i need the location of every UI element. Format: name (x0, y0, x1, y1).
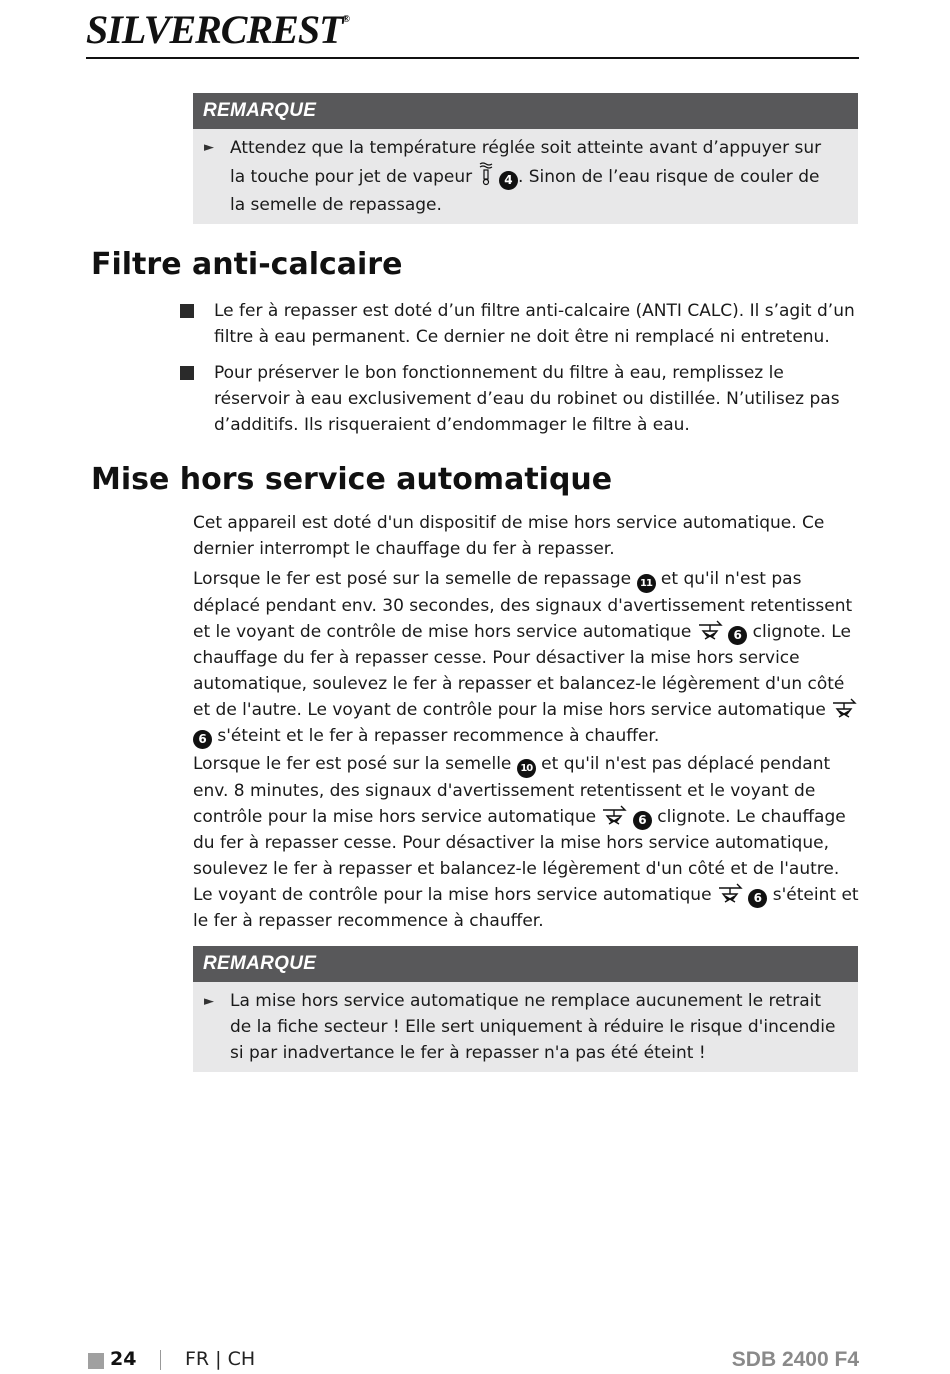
note-box-auto-off (193, 946, 858, 1072)
bullet-item (180, 298, 860, 350)
text: Lorsque le fer est posé sur la semelle (193, 754, 517, 774)
text: s'éteint et le fer à repasser recommence à chauffer. (212, 726, 660, 746)
ref-number: 11 (637, 574, 656, 593)
square-bullet-icon (180, 304, 194, 318)
header-rule (86, 57, 859, 59)
steam-jet-icon (478, 162, 494, 186)
ref-number: 4 (499, 171, 518, 190)
footer-separator (160, 1350, 161, 1370)
note-title: REMARQUE (193, 93, 858, 129)
auto-off-indicator-icon (717, 882, 743, 904)
bullet-text: Pour préserver le bon fonctionnement du filtre à eau, remplissez le réservoir à eau exclusivement d’eau du robinet ou distillée. N’utilisez pas d’additifs. Ils risqueraient d’endommager le filtre à eau. (214, 363, 840, 435)
note-box-steam (193, 93, 858, 224)
square-bullet-icon (180, 366, 194, 380)
brand-name: SILVERCREST (86, 7, 343, 52)
note-title: REMARQUE (193, 946, 858, 982)
note-text: La mise hors service automatique ne remplace aucunement le retrait de la fiche secteur ! Elle sert uniquement à réduire le risque d'incendie si par inadvertance le fer à repasser n'a pas été éteint ! (230, 991, 836, 1063)
paragraph-intro: Cet appareil est doté d'un dispositif de mise hors service automatique. Ce dernier interrompt le chauffage du fer à repasser. (193, 513, 825, 559)
auto-off-indicator-icon (831, 697, 857, 719)
text: s'éteint et le fer à repasser recommence à chauffer. (193, 885, 859, 931)
text: clignote. Le chauffage du fer à repasser cesse. Pour désactiver la mise hors service automatique, soulevez le fer à repasser et balancez-le légèrement d'un côté et de l'autre. Le voyant de contrôle pour la mise hors service automatique (193, 807, 846, 905)
text: et qu'il n'est pas déplacé pendant env. 8 minutes, des signaux d'avertissement retentissent et le voyant de contrôle pour la mise hors service automatique (193, 754, 831, 827)
bullet-item (180, 360, 860, 438)
text: Lorsque le fer est posé sur la semelle de repassage (193, 569, 637, 589)
note-body (193, 129, 858, 224)
heading-filtre-anti-calcaire: Filtre anti-calcaire (91, 247, 403, 282)
auto-off-indicator-icon (601, 804, 627, 826)
heading-mise-hors-service: Mise hors service automatique (91, 462, 613, 497)
ref-number: 6 (193, 730, 212, 749)
note-text-a: Attendez que la température réglée soit atteinte avant d’appuyer sur la touche pour jet de vapeur (230, 138, 822, 187)
note-body (193, 982, 858, 1072)
text: et qu'il n'est pas déplacé pendant env. 30 secondes, des signaux d'avertissement retentissent et le voyant de contrôle de mise hors service automatique (193, 569, 853, 642)
ref-number: 6 (748, 889, 767, 908)
paragraph-8-minutes (193, 751, 861, 934)
text: clignote. Le chauffage du fer à repasser cesse. Pour désactiver la mise hors service automatique, soulevez le fer à repasser et balancez-le légèrement d'un côté et de l'autre. Le voyant de contrôle pour la mise hors service automatique (193, 622, 851, 720)
brand-logo (86, 6, 349, 53)
arrow-bullet-icon: ► (204, 994, 214, 1009)
arrow-bullet-icon: ► (204, 140, 214, 155)
ref-number: 6 (633, 811, 652, 830)
paragraph-30-seconds (193, 566, 861, 749)
ref-number: 10 (517, 759, 536, 778)
ref-number: 6 (728, 626, 747, 645)
page-number: 24 (110, 1348, 137, 1370)
footer-square-icon (88, 1353, 104, 1369)
bullet-text: Le fer à repasser est doté d’un filtre anti-calcaire (ANTI CALC). Il s’agit d’un filtre à eau permanent. Ce dernier ne doit être ni remplacé ni entretenu. (214, 301, 855, 347)
auto-off-indicator-icon (697, 619, 723, 641)
footer-model-number: SDB 2400 F4 (731, 1348, 859, 1371)
footer-language: FR | CH (185, 1348, 256, 1370)
note-text-b: . Sinon de l’eau risque de couler de la semelle de repassage. (230, 167, 820, 215)
registered-mark: ® (342, 14, 350, 25)
